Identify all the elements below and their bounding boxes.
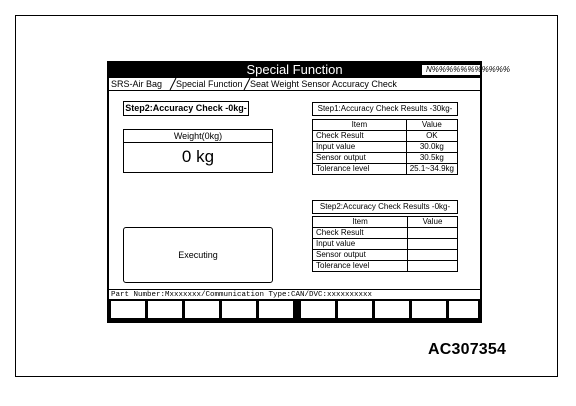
table-row <box>313 153 458 164</box>
executing-label: Executing <box>178 250 218 260</box>
results-step2-title: Step2:Accuracy Check Results -0kg- <box>312 200 458 214</box>
table-row <box>313 142 458 153</box>
title-bar <box>109 62 511 78</box>
table-row <box>313 164 458 175</box>
row-value: 30.0kg <box>406 142 457 153</box>
function-key-8[interactable] <box>375 301 409 318</box>
row-item: Sensor output <box>313 250 408 261</box>
row-value <box>408 228 458 239</box>
status-bar: Part Number:Mxxxxxxx/Communication Type:CAN/DVC:xxxxxxxxxx <box>109 289 480 299</box>
step-label: Step2:Accuracy Check -0kg- <box>123 101 249 116</box>
window-title: Special Function <box>246 62 343 77</box>
row-item: Sensor output <box>313 153 407 164</box>
table-header-row <box>313 217 458 228</box>
breadcrumb-divider <box>109 90 480 91</box>
row-value <box>408 261 458 272</box>
function-key-9[interactable] <box>412 301 446 318</box>
breadcrumb-item-current: Seat Weight Sensor Accuracy Check <box>250 79 397 89</box>
table-row <box>313 228 458 239</box>
function-key-bar <box>109 299 480 321</box>
function-key-divider <box>295 299 298 321</box>
row-item: Check Result <box>313 131 407 142</box>
function-key-5[interactable] <box>259 301 293 318</box>
figure-code: AC307354 <box>428 341 507 358</box>
table-header-row <box>313 120 458 131</box>
function-key-7[interactable] <box>338 301 372 318</box>
row-value: OK <box>406 131 457 142</box>
column-header-item: Item <box>313 120 407 131</box>
function-key-3[interactable] <box>185 301 219 318</box>
results-step2-table <box>312 216 458 272</box>
results-step1-title: Step1:Accuracy Check Results -30kg- <box>312 102 458 116</box>
breadcrumb-item-special-function[interactable]: Special Function <box>176 79 243 89</box>
breadcrumb <box>109 78 480 90</box>
results-step1-table <box>312 119 458 175</box>
table-row <box>313 131 458 142</box>
function-key-10[interactable] <box>449 301 478 318</box>
row-value <box>408 239 458 250</box>
weight-value: 0 kg <box>181 147 215 166</box>
function-key-2[interactable] <box>148 301 182 318</box>
row-value: 25.1~34.9kg <box>406 164 457 175</box>
table-row <box>313 261 458 272</box>
function-key-4[interactable] <box>222 301 256 318</box>
row-value: 30.5kg <box>406 153 457 164</box>
function-key-6[interactable] <box>301 301 335 318</box>
breadcrumb-item-srs-air-bag[interactable]: SRS-Air Bag <box>111 79 163 89</box>
function-key-1[interactable] <box>111 301 145 318</box>
table-row <box>313 239 458 250</box>
diagnostic-screen <box>107 61 511 323</box>
column-header-value: Value <box>408 217 458 228</box>
weight-panel <box>123 129 273 173</box>
status-indicator: N%%%%%%%%%%% <box>422 65 480 75</box>
row-value <box>408 250 458 261</box>
row-item: Input value <box>313 142 407 153</box>
row-item: Check Result <box>313 228 408 239</box>
row-item: Tolerance level <box>313 164 407 175</box>
table-row <box>313 250 458 261</box>
column-header-value: Value <box>406 120 457 131</box>
row-item: Input value <box>313 239 408 250</box>
weight-label: Weight(0kg) <box>124 130 272 143</box>
row-item: Tolerance level <box>313 261 408 272</box>
column-header-item: Item <box>313 217 408 228</box>
executing-panel <box>123 227 273 283</box>
